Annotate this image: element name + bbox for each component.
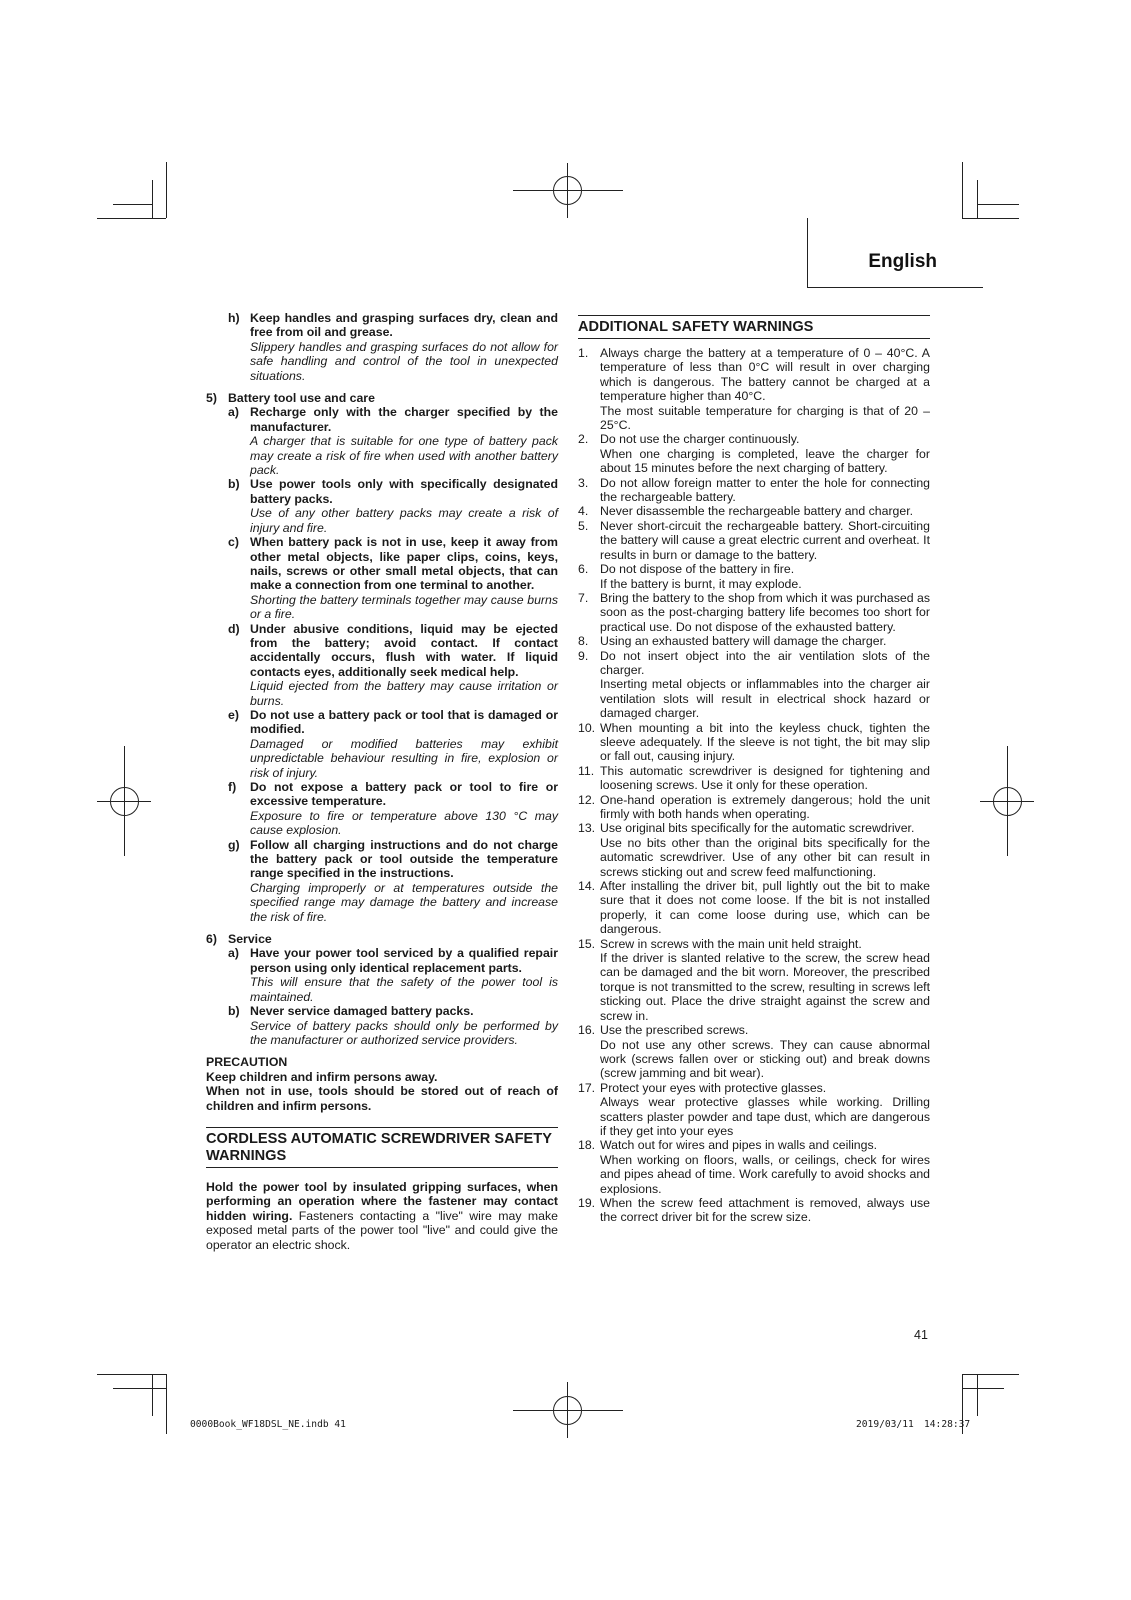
rule-explanation: This will ensure that the safety of the power tool is maintained. [250,975,558,1004]
rule-explanation: Liquid ejected from the battery may cause irritation or burns. [250,679,558,708]
warning-item [578,1081,930,1139]
warning-number: 5. [578,518,589,533]
language-tab [807,218,983,288]
warning-detail: When one charging is completed, leave the charger for about 15 minutes before the next charging of battery. [600,446,930,476]
battery-rule [228,405,558,477]
section-service-title: 6) Service [206,932,272,947]
service-rule [228,1004,558,1047]
page-number: 41 [914,1328,928,1342]
warning-item [578,1138,930,1196]
battery-rule [228,622,558,708]
warning-detail: Inserting metal objects or inflammables into the charger air ventilation slots will result in electrical shock hazard or damaged charger. [600,677,930,721]
rule-key: d) [228,621,240,636]
rule-title: Use power tools only with specifically designated battery packs. [250,477,558,506]
warning-number: 7. [578,590,589,605]
rule-key: b) [228,477,240,492]
warning-text: When the screw feed attachment is removed, always use the correct driver bit for the screw size. [600,1195,930,1225]
warning-item [578,793,930,822]
warning-text: Never short-circuit the rechargeable battery. Short-circuiting the battery will cause a great electric current and overheat. It results in burn or damage to the battery. [600,518,930,562]
warning-number: 18. [578,1138,596,1153]
precaution-title: PRECAUTION [206,1055,288,1070]
section-battery-title: 5) Battery tool use and care [206,391,375,406]
warning-item [578,937,930,1023]
warning-detail: If the driver is slanted relative to the screw, the screw head can be damaged and the bit worn. Moreover, the prescribed torque is not transmitted to the screw, resulting in screws left sticking out. Place the drive straight against the screw and screw in. [600,951,930,1023]
warning-detail: The most suitable temperature for charging is that of 20 – 25°C. [600,403,930,433]
warning-item [578,1023,930,1081]
rule-h: h) Keep handles and grasping surfaces dry, clean and free from oil and grease. Slippery handles and grasping surfaces do not allow for safe handling and control of the tool in unexpected situations. [228,311,558,383]
left-column [206,311,558,1252]
warning-text: One-hand operation is extremely dangerous; hold the unit firmly with both hands when operating. [600,792,930,821]
warning-number: 10. [578,720,596,735]
rule-explanation: Exposure to fire or temperature above 130 °C may cause explosion. [250,808,558,838]
warning-detail: Do not use any other screws. They can cause abnormal work (screws fallen over or sticking out) and break downs (screw jamming and bit wear). [600,1037,930,1081]
warning-text: Do not use the charger continuously. [600,432,800,447]
rule-explanation: A charger that is suitable for one type of battery pack may create a risk of fire when used with another battery pack. [250,434,558,478]
language-label: English [868,251,937,272]
warning-number: 19. [578,1195,596,1210]
rule-title: Follow all charging instructions and do not charge the battery pack or tool outside the temperature range specified in the instructions. [250,837,558,881]
rule-title: Recharge only with the charger specified by the manufacturer. [250,405,558,434]
warning-text: Using an exhausted battery will damage the charger. [600,634,887,649]
warning-number: 8. [578,634,589,649]
rule-title: Do not expose a battery pack or tool to fire or excessive temperature. [250,780,558,809]
warning-item [578,432,930,475]
cordless-heading: CORDLESS AUTOMATIC SCREWDRIVER SAFETY WARNINGS [206,1127,558,1168]
rule-explanation: Shorting the battery terminals together may cause burns or a fire. [250,592,558,622]
warning-detail: If the battery is burnt, it may explode. [600,576,802,591]
rule-key: g) [228,837,240,852]
warning-number: 6. [578,562,589,577]
warning-number: 17. [578,1080,596,1095]
rule-explanation: Charging improperly or at temperatures outside the specified range may damage the battery and increase the risk of fire. [250,880,558,924]
precaution-line-1: Keep children and infirm persons away. [206,1069,438,1084]
warning-item [578,476,930,505]
warning-text: Do not dispose of the battery in fire. [600,562,795,577]
rule-key: e) [228,707,239,722]
footer-file: 0000Book_WF18DSL_NE.indb 41 [190,1419,346,1430]
footer-date: 2019/03/11 [856,1419,914,1430]
warning-item [578,764,930,793]
warning-item [578,649,930,721]
precaution-line-2: When not in use, tools should be stored out of reach of children and infirm persons. [206,1084,558,1113]
warning-text: Screw in screws with the main unit held straight. [600,936,862,951]
warning-number: 3. [578,475,589,490]
service-rule [228,946,558,1004]
warning-text: When mounting a bit into the keyless chuck, tighten the sleeve adequately. If the sleeve is not tight, the bit may slip or fall out, causing injury. [600,720,930,764]
warning-item [578,504,930,518]
warning-number: 14. [578,879,596,894]
warning-item [578,562,930,591]
warning-detail: When working on floors, walls, or ceilings, check for wires and pipes ahead of time. Work carefully to avoid shocks and explosions. [600,1152,930,1196]
rule-key: a) [228,946,239,961]
battery-rule [228,838,558,924]
rule-explanation: Use of any other battery packs may create a risk of injury and fire. [250,506,558,535]
warning-number: 9. [578,648,589,663]
rule-explanation: Service of battery packs should only be performed by the manufacturer or authorized service providers. [250,1018,558,1047]
warning-number: 11. [578,763,595,778]
warning-text: Protect your eyes with protective glasses. [600,1080,827,1095]
additional-warnings-list [578,346,930,1225]
warning-number: 13. [578,821,596,836]
footer-time: 14:28:37 [924,1419,971,1430]
right-column [578,315,930,1225]
warning-detail: Use no bits other than the original bits specifically for the automatic screwdriver. Use of any other bit can result in screws sticking out and screw feed malfunctioning. [600,835,930,879]
warning-text: This automatic screwdriver is designed for tightening and loosening screws. Use it only for these operation. [600,763,930,793]
rule-key: a) [228,405,239,420]
warning-number: 4. [578,504,589,519]
warning-detail: Always wear protective glasses while working. Drilling scatters plaster powder and tape dust, which are dangerous if they get into your eyes [600,1095,930,1138]
rule-key: b) [228,1004,240,1019]
rule-title: Have your power tool serviced by a qualified repair person using only identical replacement parts. [250,946,558,975]
service-rules [228,946,558,1047]
warning-text: After installing the driver bit, pull lightly out the bit to make sure that it does not come loose. If the bit is not installed properly, it can come loose during use, which can be dangerous. [600,879,930,937]
warning-number: 2. [578,432,589,447]
rule-title: Under abusive conditions, liquid may be ejected from the battery; avoid contact. If contact accidentally occurs, flush with water. If liquid contacts eyes, additionally seek medical help. [250,621,558,679]
warning-text: Never disassemble the rechargeable battery and charger. [600,504,914,519]
warning-text: Use the prescribed screws. [600,1023,749,1038]
rule-key: c) [228,535,239,550]
warning-item [578,634,930,648]
warning-item [578,346,930,432]
battery-rule [228,477,558,535]
battery-rule [228,535,558,621]
warning-item [578,1196,930,1225]
rule-explanation: Damaged or modified batteries may exhibit unpredictable behaviour resulting in fire, explosion or risk of injury. [250,736,558,780]
additional-warnings-heading: ADDITIONAL SAFETY WARNINGS [578,315,930,339]
warning-text: Do not allow foreign matter to enter the hole for connecting the rechargeable battery. [600,475,930,505]
warning-item [578,879,930,937]
battery-rules [228,405,558,924]
battery-rule [228,708,558,780]
warning-text: Do not insert object into the air ventilation slots of the charger. [600,648,930,677]
warning-number: 15. [578,936,596,951]
warning-text: Watch out for wires and pipes in walls and ceilings. [600,1138,878,1153]
warning-number: 12. [578,792,596,807]
rule-title: Do not use a battery pack or tool that is damaged or modified. [250,707,558,737]
warning-text: Use original bits specifically for the automatic screwdriver. [600,821,915,836]
warning-text: Always charge the battery at a temperature of 0 – 40°C. A temperature of less than 0°C will result in over charging which is dangerous. The battery cannot be charged at a temperature higher than 40°C. [600,346,930,404]
rule-title: Never service damaged battery packs. [250,1004,474,1019]
warning-number: 1. [578,346,589,360]
battery-rule [228,780,558,838]
warning-number: 16. [578,1023,596,1038]
warning-item [578,721,930,764]
warning-item [578,591,930,634]
warning-item [578,821,930,879]
warning-text: Bring the battery to the shop from which it was purchased as soon as the post-charging battery life becomes too short for practical use. Do not dispose of the exhausted battery. [600,590,930,634]
cordless-paragraph: Hold the power tool by insulated gripping surfaces, when performing an operation where the fastener may contact hidden wiring. Fasteners contacting a "live" wire may make exposed metal parts of the power tool "live" and could give the operator an electric shock. [206,1179,558,1252]
rule-key: f) [228,780,237,794]
rule-title: When battery pack is not in use, keep it away from other metal objects, like paper clips, coins, keys, nails, screws or other small metal objects, that can make a connection from one terminal to another. [250,535,558,593]
warning-item [578,519,930,562]
